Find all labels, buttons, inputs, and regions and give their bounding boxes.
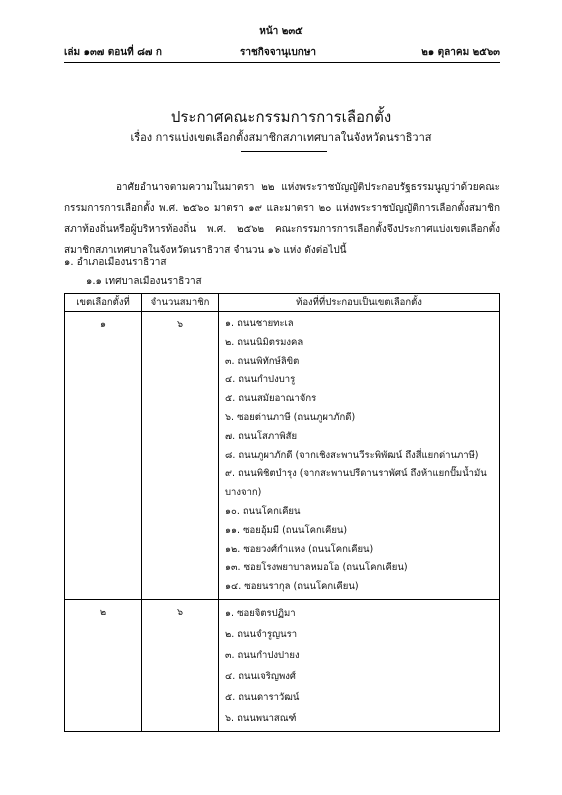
list-item: ๘. ถนนภูผาภักดี (จากเชิงสะพานวีระพิพัฒน์ ถึงสี่แยกด่านภาษี) (225, 449, 479, 461)
gazette-name: ราชกิจจานุเบกษา (240, 47, 317, 58)
list-item: ๒. ถนนจำรูญนรา (225, 628, 298, 640)
area-list (219, 312, 499, 599)
member-count: ๖ (142, 312, 219, 600)
table-row (65, 599, 500, 731)
list-item: ๑๓. ซอยโรงพยาบาลหมอโอ (ถนนโคกเคียน) (225, 562, 408, 574)
body-paragraph-text: อาศัยอำนาจตามความในมาตรา ๒๒ แห่งพระราชบัญญัติประกอบรัฐธรรมนูญว่าด้วยคณะกรรมการการเลือกตั้ง พ.ศ. ๒๕๖๐ มาตรา ๑๙ และมาตรา ๒๐ แห่งพระราชบัญญัติการเลือกตั้งสมาชิกสภาท้องถิ่นหรือผู้บริหารท้องถิ่น พ.ศ. ๒๕๖๒ คณะกรรมการการเลือกตั้งจึงประกาศแบ่งเขตเลือกตั้งสมาชิกสภาเทศบาลในจังหวัดนราธิวาส จำนวน ๑๖ แห่ง ดังต่อไปนี้ (64, 182, 500, 256)
list-item: ๖. ซอยต่านภาษี (ถนนภูผาภักดี) (225, 411, 356, 423)
list-item: ๔. ถนนกำปงบารู (225, 374, 296, 386)
header-zone: เขตเลือกตั้งที่ (65, 294, 142, 312)
section-heading-district: ๑. อำเภอเมืองนราธิวาส (64, 257, 167, 268)
list-item: ๑๒. ซอยวงศ์กำแหง (ถนนโคกเคียน) (225, 543, 374, 555)
announcement-subject: เรื่อง การแบ่งเขตเลือกตั้งสมาชิกสภาเทศบาลในจังหวัดนราธิวาส (130, 131, 432, 144)
gazette-header (64, 45, 500, 57)
list-item: ๓. ถนนพิทักษ์ลิขิต (225, 355, 300, 367)
list-item: ๒. ถนนนิมิตรมงคล (225, 336, 304, 348)
list-item: ๓. ถนนกำปงปายง (225, 649, 300, 661)
section-heading-municipality: ๑.๑ เทศบาลเมืองนราธิวาส (86, 276, 202, 287)
list-item: ๔. ถนนเจริญพงศ์ (225, 670, 296, 682)
title-divider (241, 151, 327, 152)
list-item: ๕. ถนนสมัยอาณาจักร (225, 393, 317, 405)
header-divider (64, 62, 500, 63)
page-number: หน้า ๒๓๕ (259, 26, 303, 37)
announcement-title: ประกาศคณะกรรมการการเลือกตั้ง (170, 108, 392, 126)
list-item: ๙. ถนนพิชิตบำรุง (จากสะพานปรีดานราพัศน์ ถึงห้าแยกปั๊มน้ำมันบางจาก) (225, 468, 487, 499)
list-item: ๖. ถนนพนาสณฑ์ (225, 712, 297, 724)
list-item: ๗. ถนนโสภาพิสัย (225, 430, 298, 442)
table-header-row (65, 294, 500, 312)
volume-issue: เล่ม ๑๓๗ ตอนที่ ๘๗ ก (64, 47, 162, 58)
publication-date: ๒๑ ตุลาคม ๒๕๖๓ (421, 47, 500, 58)
list-item: ๑๑. ซอยอุ้มมี (ถนนโคกเคียน) (225, 524, 348, 536)
list-item: ๑. ถนนชายทะเล (225, 318, 294, 329)
list-item: ๑๐. ถนนโคกเคียน (225, 505, 301, 517)
zone-number: ๑ (65, 312, 142, 600)
member-count: ๖ (142, 599, 219, 731)
header-areas: ท้องที่ที่ประกอบเป็นเขตเลือกตั้ง (219, 294, 500, 312)
table-row (65, 312, 500, 600)
zone-number: ๒ (65, 599, 142, 731)
list-item: ๕. ถนนดาราวัฒน์ (225, 691, 300, 703)
header-members: จำนวนสมาชิก (142, 294, 219, 312)
body-paragraph (64, 177, 500, 261)
list-item: ๑๔. ซอยนรากุล (ถนนโคกเคียน) (225, 581, 359, 593)
area-list-cell (219, 599, 500, 731)
electoral-zones-table (64, 293, 500, 732)
area-list (219, 600, 499, 731)
area-list-cell (219, 312, 500, 600)
list-item: ๑. ซอยจิตรปฏิมา (225, 607, 296, 619)
